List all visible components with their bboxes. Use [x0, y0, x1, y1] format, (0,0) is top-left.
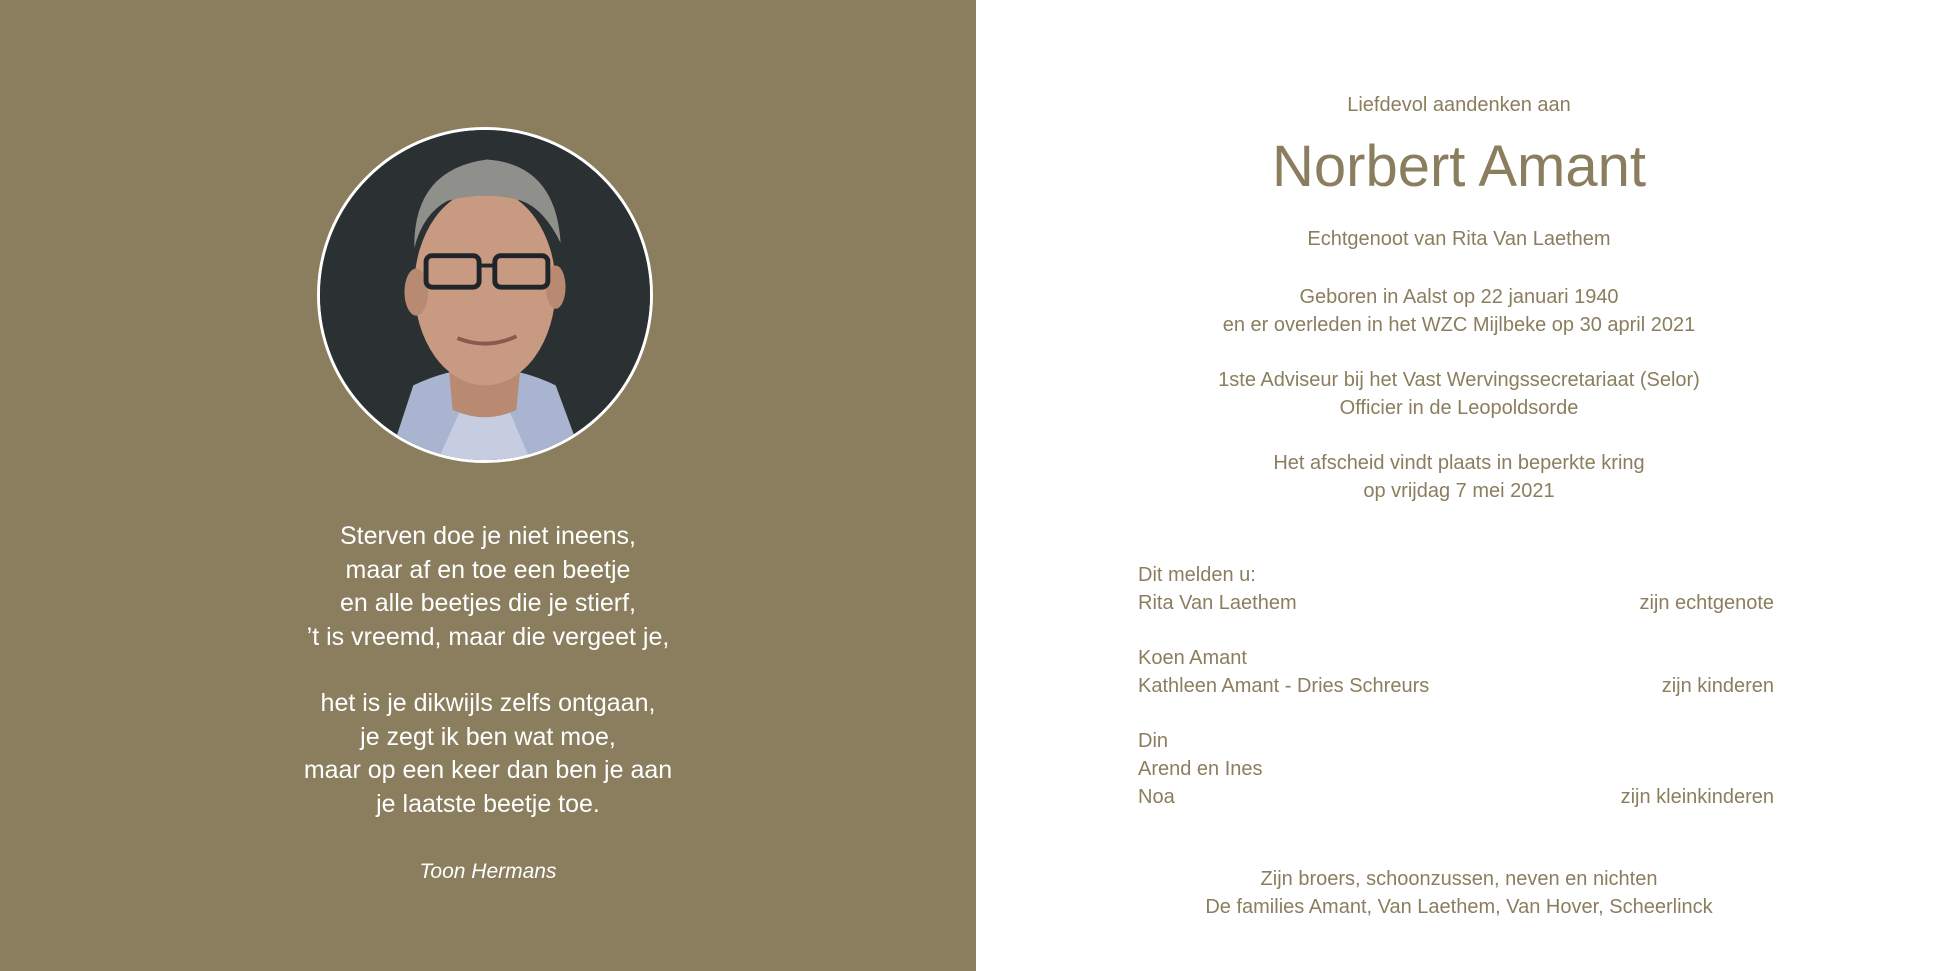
intro-text: Liefdevol aandenken aan	[1347, 94, 1571, 116]
portrait-image	[320, 130, 650, 460]
poem-stanza-1	[0, 520, 976, 654]
closing-line: De families Amant, Van Laethem, Van Hover, Scheerlinck	[1205, 896, 1713, 918]
poem-line: ’t is vreemd, maar die vergeet je,	[306, 622, 670, 651]
family-row	[1138, 672, 1774, 700]
family-group-children	[1138, 644, 1774, 700]
poem-line: het is je dikwijls zelfs ontgaan,	[320, 689, 656, 717]
poem-line: maar af en toe een beetje	[345, 555, 631, 584]
farewell-date-line: op vrijdag 7 mei 2021	[1363, 480, 1555, 502]
poem-stanza-2	[0, 687, 976, 821]
family-row	[1138, 727, 1774, 755]
poem-line: Sterven doe je niet ineens,	[339, 522, 637, 550]
family-relation: zijn kleinkinderen	[1620, 786, 1774, 808]
family-row	[1138, 755, 1774, 783]
family-member-name: Noa	[1138, 786, 1175, 808]
family-group-spouse	[1138, 561, 1774, 617]
family-list	[1138, 561, 1774, 811]
family-member-name: Kathleen Amant - Dries Schreurs	[1138, 675, 1430, 697]
poem-line: je laatste beetje toe.	[376, 789, 600, 818]
closing-text	[976, 865, 1942, 921]
closing-line: Zijn broers, schoonzussen, neven en nichten	[1260, 868, 1658, 890]
family-relation: zijn kinderen	[1661, 675, 1774, 697]
spouse-text: Echtgenoot van Rita Van Laethem	[1307, 228, 1611, 250]
poem-line: en alle beetjes die je stierf,	[339, 589, 636, 617]
family-row	[1138, 589, 1774, 617]
poem-author: Toon Hermans	[419, 860, 557, 883]
farewell-info	[976, 449, 1942, 505]
career-line: 1ste Adviseur bij het Vast Wervingssecretariaat (Selor)	[1218, 369, 1700, 391]
birth-line: Geboren in Aalst op 22 januari 1940	[1299, 286, 1619, 308]
family-row	[1138, 783, 1774, 811]
career-info	[976, 366, 1942, 422]
portrait-photo	[317, 127, 653, 463]
honor-line: Officier in de Leopoldsorde	[1339, 397, 1579, 419]
family-member-name: Koen Amant	[1138, 647, 1247, 669]
family-member-name: Rita Van Laethem	[1138, 592, 1297, 614]
birth-death-info	[976, 283, 1942, 339]
family-member-name: Din	[1138, 730, 1169, 752]
farewell-line: Het afscheid vindt plaats in beperkte kring	[1273, 452, 1645, 474]
family-heading-row	[1138, 561, 1774, 589]
poem	[0, 520, 976, 821]
poem-line: je zegt ik ben wat moe,	[360, 722, 616, 751]
family-member-name: Arend en Ines	[1138, 758, 1263, 780]
family-relation: zijn echtgenote	[1639, 592, 1774, 614]
poem-line: maar op een keer dan ben je aan	[303, 756, 673, 784]
family-row	[1138, 644, 1774, 672]
family-heading: Dit melden u:	[1138, 564, 1256, 586]
family-group-grandchildren	[1138, 727, 1774, 811]
deceased-name: Norbert Amant	[1272, 134, 1646, 199]
death-line: en er overleden in het WZC Mijlbeke op 30 april 2021	[1222, 314, 1696, 336]
right-panel	[976, 0, 1942, 971]
